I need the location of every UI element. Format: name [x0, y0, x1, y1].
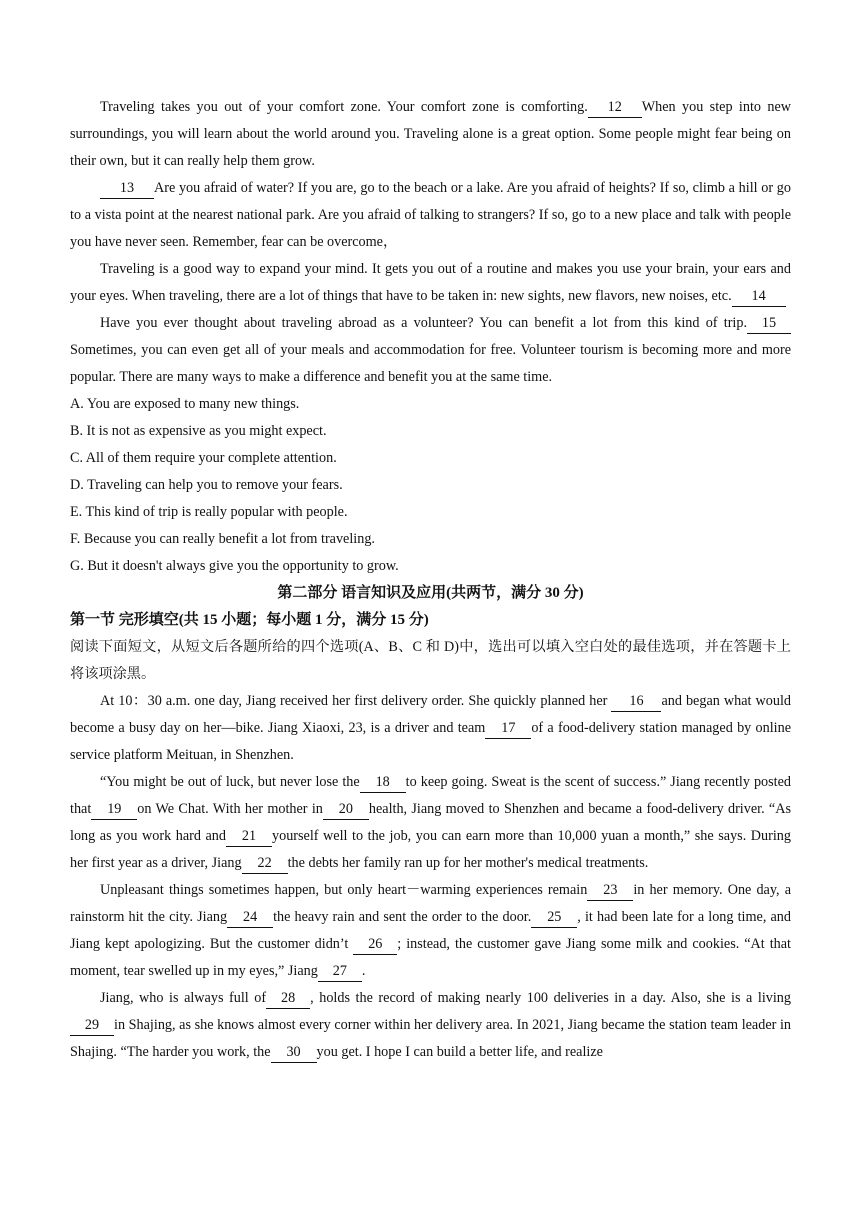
text: , it had been late for a long time, and Jiang kept apologizing. But the customer didn’t — [70, 909, 791, 952]
blank-30: 30 — [271, 1042, 317, 1063]
text: Are you afraid of water? If you are, go to the beach or a lake. Are you afraid of heights? If so, climb a hill or go to a vista point at the nearest national park. Are you afraid of talking to strangers? If so, go to a new place and talk with people you have never seen. Remember, fear can be overcome， — [70, 180, 791, 250]
blank-14: 14 — [732, 286, 786, 307]
text: you get. I hope I can build a better life, and realize — [316, 1044, 603, 1060]
passage1-paragraph-1 — [70, 94, 791, 175]
blank-22: 22 — [242, 853, 288, 874]
passage1-paragraph-2 — [70, 175, 791, 256]
text: ; instead, the customer gave Jiang some milk and cookies. “At that moment, tear swelled up in my eyes,” Jiang — [70, 936, 791, 979]
option-b: B. It is not as expensive as you might expect. — [70, 423, 327, 439]
text: “You might be out of luck, but never lose the — [100, 774, 360, 790]
option-c: C. All of them require your complete attention. — [70, 450, 337, 466]
blank-18: 18 — [360, 772, 406, 793]
part2-title: 第二部分 语言知识及应用(共两节，满分 30 分) — [277, 585, 584, 601]
text: Unpleasant things sometimes happen, but only heart－warming experiences remain — [100, 882, 588, 898]
exam-page — [70, 94, 791, 1066]
text: At 10：30 a.m. one day, Jiang received her first delivery order. She quickly planned her — [100, 693, 612, 709]
option-a: A. You are exposed to many new things. — [70, 396, 300, 412]
blank-21: 21 — [226, 826, 272, 847]
text: When you step into new surroundings, you will learn about the world around you. Traveling alone is a great option. Some people might fear being on their own, but it can really help them grow. — [70, 99, 791, 169]
text: Have you ever thought about traveling abroad as a volunteer? You can benefit a lot from this kind of trip. — [100, 315, 747, 331]
passage2-paragraph-4 — [70, 985, 791, 1066]
blank-15: 15 — [747, 313, 791, 334]
option-e: E. This kind of trip is really popular with people. — [70, 504, 348, 520]
option-g: G. But it doesn't always give you the opportunity to grow. — [70, 558, 399, 574]
text: the heavy rain and sent the order to the door. — [273, 909, 532, 925]
text: Jiang, who is always full of — [100, 990, 267, 1006]
passage2-paragraph-3 — [70, 877, 791, 985]
blank-28: 28 — [266, 988, 310, 1009]
blank-27: 27 — [318, 961, 362, 982]
text: the debts her family ran up for her mother's medical treatments. — [287, 855, 649, 871]
blank-19: 19 — [91, 799, 137, 820]
text: on We Chat. With her mother in — [137, 801, 323, 817]
text: health, Jiang moved to Shenzhen and became a food-delivery driver. “As long as you work hard and — [70, 801, 791, 844]
blank-25: 25 — [531, 907, 577, 928]
passage1-paragraph-4 — [70, 310, 791, 391]
blank-24: 24 — [227, 907, 273, 928]
passage2-paragraph-1 — [70, 688, 791, 769]
passage1-paragraph-3 — [70, 256, 791, 310]
blank-20: 20 — [323, 799, 369, 820]
text: . — [361, 963, 366, 979]
text: Traveling takes you out of your comfort zone. Your comfort zone is comforting. — [100, 99, 588, 115]
option-f: F. Because you can really benefit a lot from traveling. — [70, 531, 375, 547]
text: to keep going. Sweat is the scent of success.” Jiang recently posted that — [70, 774, 791, 817]
blank-23: 23 — [587, 880, 633, 901]
blank-29: 29 — [70, 1015, 114, 1036]
text: in Shajing, as she knows almost every corner within her delivery area. In 2021, Jiang became the station team leader in Shajing. “The harder you work, the — [70, 1017, 791, 1060]
text: yourself well to the job, you can earn more than 10,000 yuan a month,” she says. During her first year as a driver, Jiang — [70, 828, 791, 871]
text: Traveling is a good way to expand your mind. It gets you out of a routine and makes you use your brain, your ears and your eyes. When traveling, there are a lot of things that have to be taken in: new sights, new flavors, new noises, etc. — [70, 261, 791, 304]
passage2-paragraph-2 — [70, 769, 791, 877]
text: Sometimes, you can even get all of your meals and accommodation for free. Volunteer tourism is becoming more and more popular. There are many ways to make a difference and benefit you at the same time. — [70, 342, 791, 385]
blank-13: 13 — [100, 178, 154, 199]
text: in her memory. One day, a rainstorm hit the city. Jiang — [70, 882, 791, 925]
instructions: 阅读下面短文，从短文后各题所给的四个选项(A、B、C 和 D)中，选出可以填入空白处的最佳选项，并在答题卡上将该项涂黑。 — [70, 639, 791, 682]
text: of a food-delivery station managed by online service platform Meituan, in Shenzhen. — [70, 720, 791, 763]
blank-17: 17 — [485, 718, 531, 739]
blank-26: 26 — [353, 934, 397, 955]
section1-title: 第一节 完形填空(共 15 小题；每小题 1 分，满分 15 分) — [70, 612, 429, 628]
option-d: D. Traveling can help you to remove your fears. — [70, 477, 343, 493]
blank-16: 16 — [611, 691, 661, 712]
text: , holds the record of making nearly 100 deliveries in a day. Also, she is a living — [310, 990, 791, 1006]
text: and began what would become a busy day on her—bike. Jiang Xiaoxi, 23, is a driver and team — [70, 693, 791, 736]
blank-12: 12 — [588, 97, 642, 118]
